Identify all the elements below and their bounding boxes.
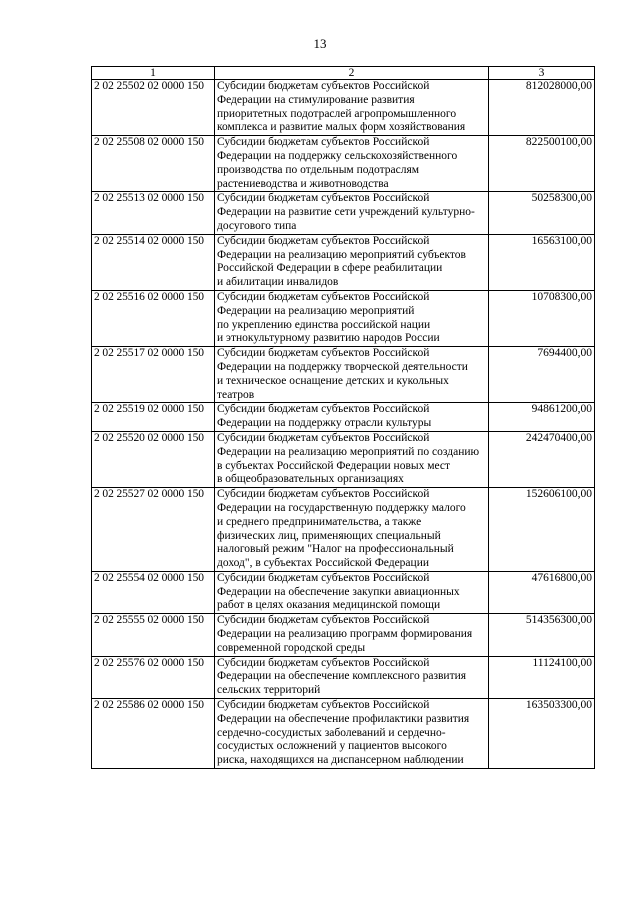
table-body <box>92 80 595 769</box>
amount-cell: 50258300,00 <box>489 192 595 234</box>
amount-cell: 10708300,00 <box>489 290 595 346</box>
amount-cell: 812028000,00 <box>489 80 595 136</box>
description-cell: Субсидии бюджетам субъектов Российской Федерации на обеспечение профилактики развития сердечно-сосудистых заболеваний и сердечно- сосудистых осложнений у пациентов высокого риска, находящихся на диспансерном наблюдении <box>215 699 489 769</box>
budget-code-cell: 2 02 25508 02 0000 150 <box>92 136 215 192</box>
table-row <box>92 192 595 234</box>
table-row <box>92 290 595 346</box>
description-cell: Субсидии бюджетам субъектов Российской Федерации на реализацию мероприятий субъектов Российской Федерации в сфере реабилитации и абилитации инвалидов <box>215 234 489 290</box>
table-row <box>92 347 595 403</box>
column-header-3: 3 <box>489 67 595 80</box>
amount-cell: 242470400,00 <box>489 431 595 487</box>
amount-cell: 152606100,00 <box>489 488 595 572</box>
amount-cell: 47616800,00 <box>489 571 595 613</box>
budget-code-cell: 2 02 25586 02 0000 150 <box>92 699 215 769</box>
amount-cell: 514356300,00 <box>489 614 595 656</box>
table-row <box>92 403 595 432</box>
description-cell: Субсидии бюджетам субъектов Российской Федерации на реализацию мероприятий по созданию в субъектах Российской Федерации новых мест в общеобразовательных организациях <box>215 431 489 487</box>
description-cell: Субсидии бюджетам субъектов Российской Федерации на поддержку сельскохозяйственного производства по отдельным подотраслям растениеводства и животноводства <box>215 136 489 192</box>
column-header-2: 2 <box>215 67 489 80</box>
table-row <box>92 614 595 656</box>
amount-cell: 7694400,00 <box>489 347 595 403</box>
description-cell: Субсидии бюджетам субъектов Российской Федерации на обеспечение комплексного развития сельских территорий <box>215 656 489 698</box>
description-cell: Субсидии бюджетам субъектов Российской Федерации на реализацию программ формирования современной городской среды <box>215 614 489 656</box>
budget-code-cell: 2 02 25519 02 0000 150 <box>92 403 215 432</box>
header-row <box>92 67 595 80</box>
amount-cell: 822500100,00 <box>489 136 595 192</box>
table-row <box>92 488 595 572</box>
budget-table <box>91 66 595 769</box>
budget-code-cell: 2 02 25527 02 0000 150 <box>92 488 215 572</box>
budget-code-cell: 2 02 25516 02 0000 150 <box>92 290 215 346</box>
budget-code-cell: 2 02 25517 02 0000 150 <box>92 347 215 403</box>
budget-code-cell: 2 02 25520 02 0000 150 <box>92 431 215 487</box>
table-row <box>92 136 595 192</box>
budget-code-cell: 2 02 25502 02 0000 150 <box>92 80 215 136</box>
budget-code-cell: 2 02 25576 02 0000 150 <box>92 656 215 698</box>
description-cell: Субсидии бюджетам субъектов Российской Федерации на обеспечение закупки авиационных работ в целях оказания медицинской помощи <box>215 571 489 613</box>
budget-code-cell: 2 02 25513 02 0000 150 <box>92 192 215 234</box>
description-cell: Субсидии бюджетам субъектов Российской Федерации на развитие сети учреждений культурно- досугового типа <box>215 192 489 234</box>
description-cell: Субсидии бюджетам субъектов Российской Федерации на государственную поддержку малого и среднего предпринимательства, а также физических лиц, применяющих специальный налоговый режим "Налог на профессиональный доход", в субъектах Российской Федерации <box>215 488 489 572</box>
description-cell: Субсидии бюджетам субъектов Российской Федерации на поддержку творческой деятельности и техническое оснащение детских и кукольных театров <box>215 347 489 403</box>
amount-cell: 16563100,00 <box>489 234 595 290</box>
amount-cell: 11124100,00 <box>489 656 595 698</box>
page-number: 13 <box>313 36 327 51</box>
description-cell: Субсидии бюджетам субъектов Российской Федерации на стимулирование развития приоритетных подотраслей агропромышленного комплекса и развитие малых форм хозяйствования <box>215 80 489 136</box>
amount-cell: 163503300,00 <box>489 699 595 769</box>
budget-code-cell: 2 02 25554 02 0000 150 <box>92 571 215 613</box>
table-row <box>92 571 595 613</box>
budget-code-cell: 2 02 25514 02 0000 150 <box>92 234 215 290</box>
amount-cell: 94861200,00 <box>489 403 595 432</box>
column-header-1: 1 <box>92 67 215 80</box>
table-row <box>92 234 595 290</box>
table-row <box>92 80 595 136</box>
table-row <box>92 699 595 769</box>
description-cell: Субсидии бюджетам субъектов Российской Федерации на поддержку отрасли культуры <box>215 403 489 432</box>
table-row <box>92 656 595 698</box>
budget-code-cell: 2 02 25555 02 0000 150 <box>92 614 215 656</box>
table-row <box>92 431 595 487</box>
description-cell: Субсидии бюджетам субъектов Российской Федерации на реализацию мероприятий по укреплению единства российской нации и этнокультурному развитию народов России <box>215 290 489 346</box>
